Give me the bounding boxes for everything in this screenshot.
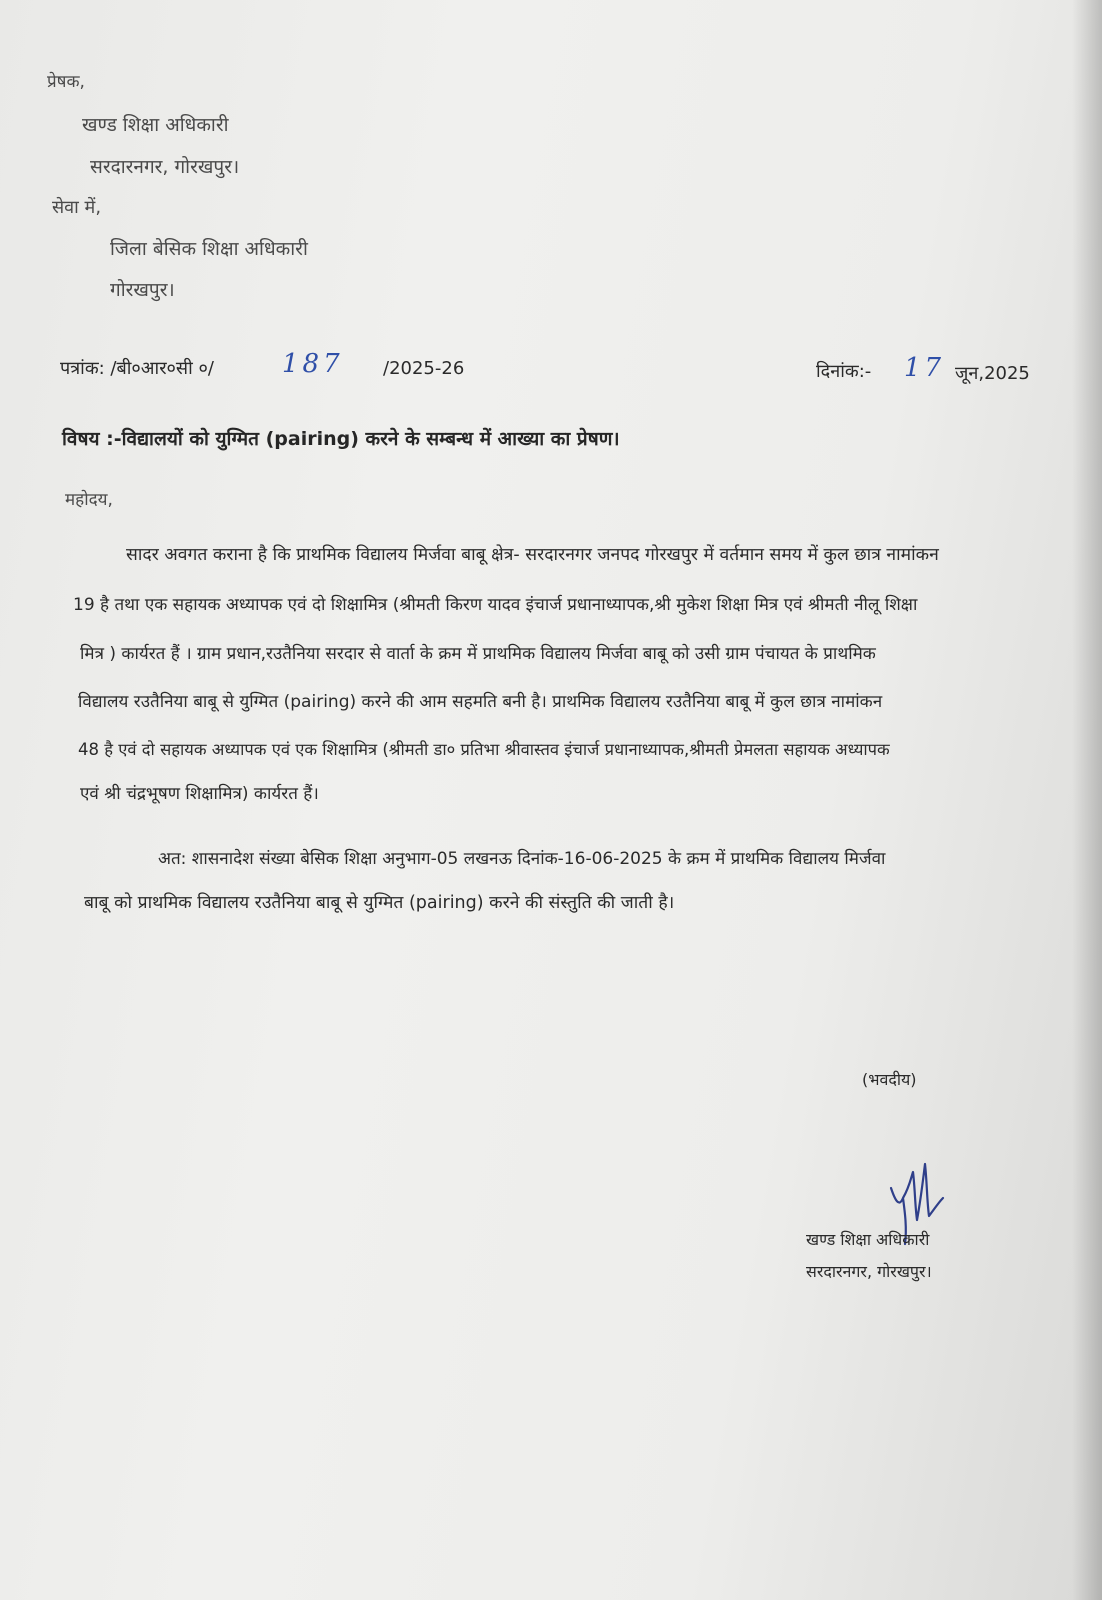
recipient-place: गोरखपुर।	[110, 279, 175, 301]
date-month-year: जून,2025	[955, 363, 1030, 384]
closing: (भवदीय)	[862, 1070, 917, 1089]
paragraph2-line-1: अत: शासनादेश संख्या बेसिक शिक्षा अनुभाग-05 लखनऊ दिनांक-16-06-2025 के क्रम में प्राथमिक विद्यालय मिर्जवा	[158, 849, 886, 869]
paragraph1-line-1: सादर अवगत कराना है कि प्राथमिक विद्यालय मिर्जवा बाबू क्षेत्र- सरदारनगर जनपद गोरखपुर में वर्तमान समय में कुल छात्र नामांकन	[126, 545, 939, 565]
paragraph1-line-3: मित्र ) कार्यरत हैं । ग्राम प्रधान,रउतैनिया सरदार से वार्ता के क्रम में प्राथमिक विद्यालय मिर्जवा बाबू को उसी ग्राम पंचायत के प्राथमिक	[80, 644, 876, 664]
recipient-label: सेवा में,	[52, 197, 102, 218]
signatory-place: सरदारनगर, गोरखपुर।	[806, 1262, 932, 1281]
sender-label: प्रेषक,	[47, 72, 85, 92]
date-label: दिनांक:-	[816, 361, 872, 382]
reference-number-handwritten: 187	[282, 349, 344, 379]
recipient-designation: जिला बेसिक शिक्षा अधिकारी	[110, 238, 308, 260]
sender-place: सरदारनगर, गोरखपुर।	[90, 156, 240, 178]
salutation: महोदय,	[65, 490, 113, 510]
sender-designation: खण्ड शिक्षा अधिकारी	[82, 114, 229, 136]
paragraph1-line-6: एवं श्री चंद्रभूषण शिक्षामित्र) कार्यरत हैं।	[80, 784, 319, 804]
paragraph1-line-5: 48 है एवं दो सहायक अध्यापक एवं एक शिक्षामित्र (श्रीमती डा० प्रतिभा श्रीवास्तव इंचार्ज प्रधानाध्यापक,श्रीमती प्रेमलता सहायक अध्यापक	[78, 740, 890, 759]
date-day-handwritten: 17	[904, 353, 946, 383]
paragraph1-line-4: विद्यालय रउतैनिया बाबू से युग्मित (pairing) करने की आम सहमति बनी है। प्राथमिक विद्यालय रउतैनिया बाबू में कुल छात्र नामांकन	[78, 692, 883, 712]
subject-line: विषय :-विद्यालयों को युग्मित (pairing) करने के सम्बन्ध में आख्या का प्रेषण।	[62, 428, 620, 450]
paragraph1-line-2: 19 है तथा एक सहायक अध्यापक एवं दो शिक्षामित्र (श्रीमती किरण यादव इंचार्ज प्रधानाध्यापक,श्री मुकेश शिक्षा मित्र एवं श्रीमती नीलू शिक्षा	[73, 595, 918, 615]
signatory-designation: खण्ड शिक्षा अधिकारी	[806, 1230, 930, 1249]
paragraph2-line-2: बाबू को प्राथमिक विद्यालय रउतैनिया बाबू से युग्मित (pairing) करने की संस्तुति की जाती है।	[84, 893, 675, 913]
reference-suffix: /2025-26	[383, 358, 465, 379]
page-edge-shadow	[1072, 0, 1102, 1600]
reference-prefix: पत्रांक: /बी०आर०सी ०/	[60, 358, 214, 379]
